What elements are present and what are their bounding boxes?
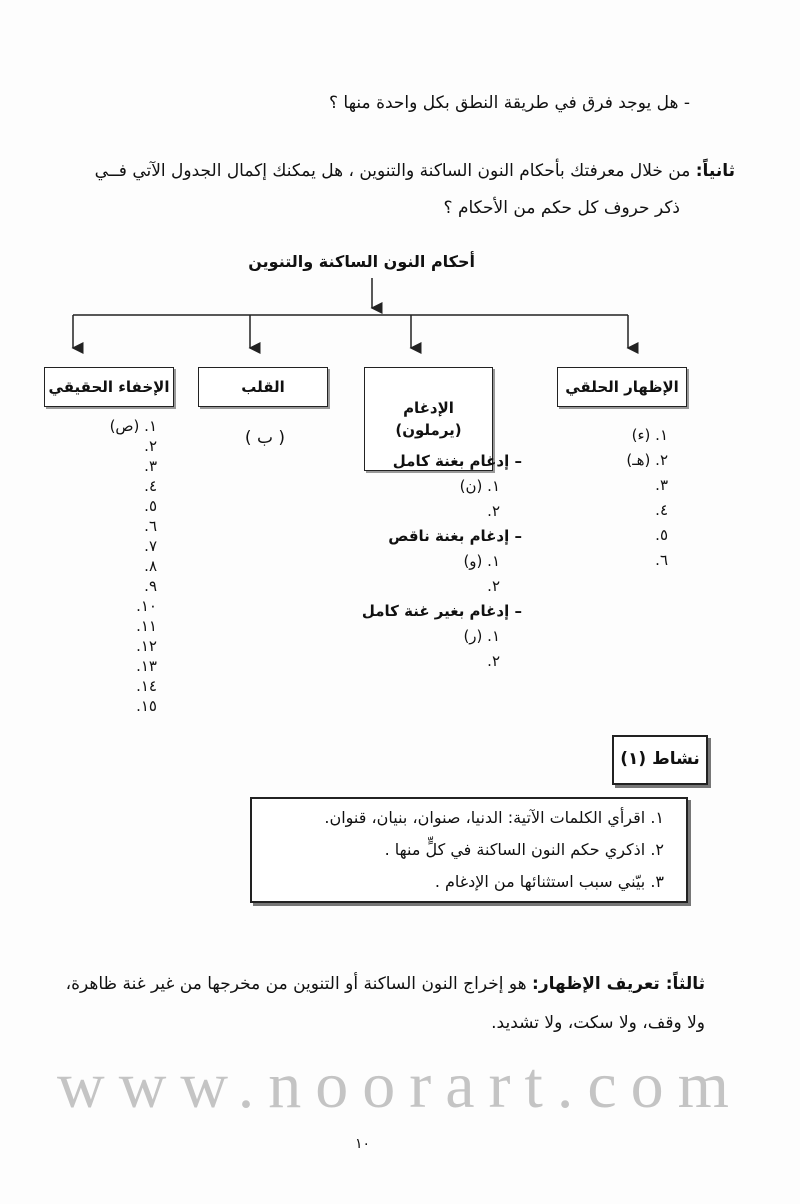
activity-title-box bbox=[612, 735, 708, 785]
izhar-item: ١. (ء) bbox=[631, 426, 668, 444]
box-izhar-label: الإظهار الحلقي bbox=[565, 377, 679, 396]
watermark: www.noorart.com bbox=[57, 1049, 743, 1122]
activity-item: ١. اقرأي الكلمات الآتية: الدنيا، صنوان، بنيان، قنوان. bbox=[324, 808, 664, 827]
ikhfa-item: ٢. bbox=[144, 437, 157, 455]
izhar-item: ٢. (هـ) bbox=[626, 451, 668, 469]
third-paragraph-line2: ولا وقف، ولا سكت، ولا تشديد. bbox=[491, 1013, 705, 1033]
idgham-item: ١. (ن) bbox=[459, 477, 500, 495]
ikhfa-item: ٩. bbox=[144, 577, 157, 595]
ikhfa-item: ١٥. bbox=[136, 697, 157, 715]
question-line: - هل يوجد فرق في طريقة النطق بكل واحدة منها ؟ bbox=[328, 93, 690, 113]
izhar-item: ٣. bbox=[655, 476, 668, 494]
third-label: ثالثاً: تعريف الإظهار: bbox=[532, 974, 705, 994]
ikhfa-list bbox=[110, 416, 157, 716]
second-label: ثانياً: bbox=[695, 161, 735, 181]
iqlab-item: ( ب ) bbox=[244, 428, 285, 448]
ikhfa-item: ١٠. bbox=[136, 597, 157, 615]
ikhfa-item: ١. (ص) bbox=[109, 417, 157, 435]
ikhfa-item: ١٢. bbox=[136, 637, 157, 655]
activity-items bbox=[324, 802, 686, 898]
activity-item: ٣. بيّني سبب استثنائها من الإدغام . bbox=[434, 872, 664, 891]
izhar-item: ٤. bbox=[655, 501, 668, 519]
diagram-title: أحكام النون الساكنة والتنوين bbox=[248, 252, 475, 271]
ikhfa-item: ١١. bbox=[136, 617, 157, 635]
idgham-list bbox=[362, 449, 522, 674]
izhar-list bbox=[626, 423, 668, 573]
ikhfa-item: ٦. bbox=[144, 517, 157, 535]
idgham-group-heading: – إدغام بغير غنة كامل bbox=[361, 602, 522, 620]
ikhfa-item: ٨. bbox=[144, 557, 157, 575]
box-idgham-sub: (يرملون) bbox=[395, 421, 462, 439]
izhar-item: ٦. bbox=[655, 551, 668, 569]
box-izhar bbox=[557, 367, 687, 407]
box-idgham-label: الإدغام bbox=[403, 398, 454, 417]
ikhfa-item: ٤. bbox=[144, 477, 157, 495]
idgham-item: ٢. bbox=[487, 652, 500, 670]
ikhfa-item: ٥. bbox=[144, 497, 157, 515]
box-iqlab-label: القلب bbox=[241, 377, 285, 396]
idgham-item: ١. (ر) bbox=[463, 627, 500, 645]
box-iqlab bbox=[198, 367, 328, 407]
diagram-connectors bbox=[0, 0, 800, 420]
ikhfa-item: ١٤. bbox=[136, 677, 157, 695]
activity-box bbox=[250, 797, 688, 903]
idgham-group-heading: – إدغام بغنة كامل bbox=[392, 452, 522, 470]
activity-title: نشاط (١) bbox=[620, 749, 700, 770]
ikhfa-item: ٣. bbox=[144, 457, 157, 475]
idgham-item: ١. (و) bbox=[463, 552, 500, 570]
page-number: ١٠ bbox=[355, 1136, 371, 1152]
third-paragraph-line1 bbox=[66, 974, 705, 994]
activity-item: ٢. اذكري حكم النون الساكنة في كلٍّ منها . bbox=[384, 840, 664, 859]
idgham-item: ٢. bbox=[487, 577, 500, 595]
ikhfa-item: ١٣. bbox=[136, 657, 157, 675]
box-ikhfa bbox=[44, 367, 174, 407]
izhar-item: ٥. bbox=[655, 526, 668, 544]
third-text: هو إخراج النون الساكنة أو التنوين من مخرجها من غير غنة ظاهرة، bbox=[65, 974, 533, 994]
second-paragraph-line2: ذكر حروف كل حكم من الأحكام ؟ bbox=[443, 198, 680, 218]
idgham-item: ٢. bbox=[487, 502, 500, 520]
box-ikhfa-label: الإخفاء الحقيقي bbox=[48, 377, 170, 396]
second-text: من خلال معرفتك بأحكام النون الساكنة والتنوين ، هل يمكنك إكمال الجدول الآتي فــي bbox=[94, 161, 696, 181]
idgham-group-heading: – إدغام بغنة ناقص bbox=[388, 527, 522, 545]
ikhfa-item: ٧. bbox=[144, 537, 157, 555]
